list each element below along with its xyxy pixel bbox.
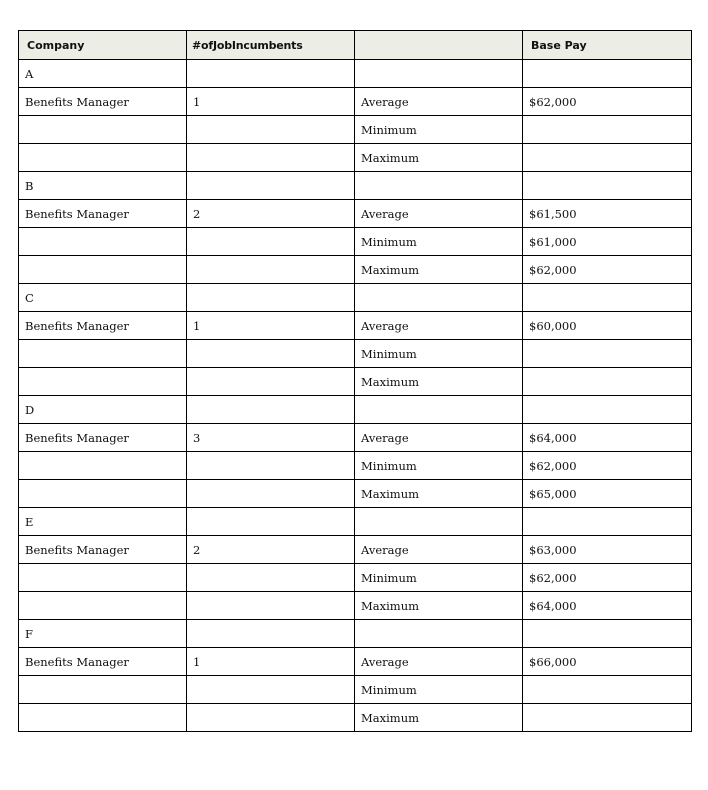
incumbents-cell: 3 [187,424,355,452]
incumbents-cell [187,452,355,480]
pay-cell: $62,000 [523,452,692,480]
pay-cell [523,508,692,536]
pay-cell [523,340,692,368]
incumbents-cell: 2 [187,200,355,228]
pay-cell: $62,000 [523,88,692,116]
company-cell: F [19,620,187,648]
company-cell: Benefits Manager [19,648,187,676]
table-row [19,60,692,88]
company-cell [19,368,187,396]
incumbents-cell [187,620,355,648]
pay-cell: $61,500 [523,200,692,228]
table-row [19,172,692,200]
stat-cell: Maximum [355,592,523,620]
stat-cell [355,60,523,88]
stat-cell [355,620,523,648]
table-row [19,88,692,116]
table-row [19,592,692,620]
company-cell [19,564,187,592]
header-statistic [355,31,523,60]
incumbents-cell [187,396,355,424]
table-row [19,620,692,648]
incumbents-cell: 1 [187,648,355,676]
table-row [19,648,692,676]
company-cell [19,480,187,508]
table-row [19,704,692,732]
stat-cell: Maximum [355,704,523,732]
company-cell: E [19,508,187,536]
stat-cell: Average [355,88,523,116]
stat-cell: Minimum [355,340,523,368]
stat-cell: Minimum [355,676,523,704]
table-row [19,116,692,144]
incumbents-cell [187,704,355,732]
company-cell [19,228,187,256]
stat-cell: Maximum [355,256,523,284]
company-cell [19,144,187,172]
incumbents-cell [187,116,355,144]
stat-cell: Maximum [355,480,523,508]
incumbents-cell: 1 [187,88,355,116]
stat-cell: Minimum [355,228,523,256]
table-row [19,312,692,340]
stat-cell: Maximum [355,368,523,396]
stat-cell: Minimum [355,452,523,480]
incumbents-cell: 1 [187,312,355,340]
incumbents-cell [187,676,355,704]
incumbents-cell [187,592,355,620]
company-cell [19,592,187,620]
incumbents-cell [187,480,355,508]
table-header [19,31,692,60]
pay-cell: $64,000 [523,424,692,452]
pay-cell [523,60,692,88]
pay-cell [523,676,692,704]
salary-table [18,30,692,732]
pay-cell: $65,000 [523,480,692,508]
pay-cell: $66,000 [523,648,692,676]
pay-cell: $62,000 [523,256,692,284]
stat-cell: Minimum [355,564,523,592]
table-row [19,144,692,172]
pay-cell: $64,000 [523,592,692,620]
company-cell [19,340,187,368]
stat-cell: Average [355,536,523,564]
stat-cell: Average [355,648,523,676]
pay-cell [523,284,692,312]
pay-cell: $62,000 [523,564,692,592]
incumbents-cell [187,284,355,312]
pay-cell [523,368,692,396]
company-cell: Benefits Manager [19,536,187,564]
table-row [19,676,692,704]
stat-cell [355,396,523,424]
incumbents-cell [187,564,355,592]
pay-cell [523,704,692,732]
stat-cell [355,508,523,536]
table-row [19,228,692,256]
table-row [19,536,692,564]
stat-cell: Minimum [355,116,523,144]
company-cell [19,676,187,704]
header-job-incumbents: #ofJobIncumbents [187,31,355,60]
company-cell: Benefits Manager [19,312,187,340]
company-cell [19,452,187,480]
company-cell: Benefits Manager [19,88,187,116]
pay-cell [523,116,692,144]
table-row [19,564,692,592]
table-row [19,396,692,424]
pay-cell: $61,000 [523,228,692,256]
table-row [19,284,692,312]
company-cell: D [19,396,187,424]
company-cell [19,256,187,284]
header-row [19,31,692,60]
company-cell: Benefits Manager [19,424,187,452]
table-body [19,60,692,732]
incumbents-cell [187,508,355,536]
company-cell [19,704,187,732]
header-base-pay: Base Pay [523,31,692,60]
stat-cell: Average [355,200,523,228]
stat-cell [355,284,523,312]
pay-cell: $60,000 [523,312,692,340]
table-row [19,200,692,228]
table-row [19,452,692,480]
company-cell: C [19,284,187,312]
header-company: Company [19,31,187,60]
pay-cell [523,172,692,200]
incumbents-cell [187,340,355,368]
incumbents-cell [187,368,355,396]
table-row [19,368,692,396]
company-cell [19,116,187,144]
table-row [19,424,692,452]
stat-cell [355,172,523,200]
pay-cell: $63,000 [523,536,692,564]
incumbents-cell: 2 [187,536,355,564]
table-row [19,340,692,368]
company-cell: A [19,60,187,88]
pay-cell [523,620,692,648]
table-row [19,256,692,284]
stat-cell: Average [355,424,523,452]
table-row [19,480,692,508]
company-cell: Benefits Manager [19,200,187,228]
incumbents-cell [187,256,355,284]
company-cell: B [19,172,187,200]
incumbents-cell [187,60,355,88]
stat-cell: Maximum [355,144,523,172]
stat-cell: Average [355,312,523,340]
pay-cell [523,396,692,424]
incumbents-cell [187,172,355,200]
incumbents-cell [187,144,355,172]
table-row [19,508,692,536]
pay-cell [523,144,692,172]
incumbents-cell [187,228,355,256]
